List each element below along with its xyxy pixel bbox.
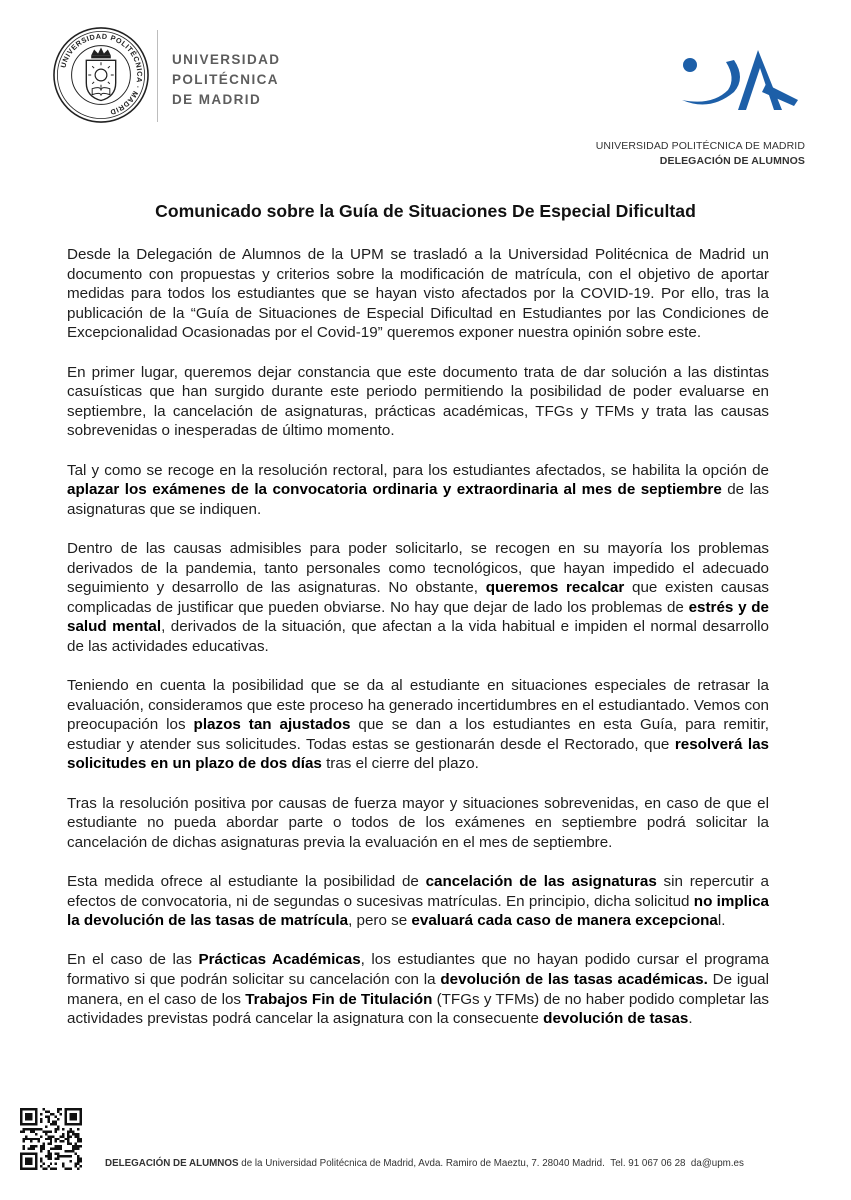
- da-caption-university: UNIVERSIDAD POLITÉCNICA DE MADRID: [595, 140, 805, 152]
- upm-name-line-3: DE MADRID: [172, 92, 262, 107]
- text-run: Tras la resolución positiva por causas de fuerza mayor y situaciones sobrevenidas, en caso de que el estudiante no pueda abordar parte o todos de los exámenes en septiembre podrá solicitar la cancelación de dichas asignaturas previa la evaluación en el mes de septiembre.: [67, 794, 769, 851]
- text-run: Tal y como se recoge en la resolución rectoral, para los estudiantes afectados, se habilita la opción de: [67, 461, 769, 479]
- text-run: En primer lugar, queremos dejar constancia que este documento trata de dar solución a las distintas casuísticas que han surgido durante este periodo permitiendo la posibilidad de poder evaluarse en septiembre, la cancelación de asignaturas, prácticas académicas, TFGs y TFMs y trata las causas sobrevenidas o inesperadas de último momento.: [67, 363, 769, 440]
- text-run: l.: [717, 912, 726, 930]
- bold-text-run: queremos recalcar: [485, 579, 625, 597]
- text-run: En el caso de las: [67, 951, 199, 969]
- footer-phone: Tel. 91 067 06 28: [610, 1158, 686, 1169]
- bold-text-run: resolverá las solicitudes en un plazo de dos días: [67, 735, 769, 773]
- paragraph: [67, 676, 769, 774]
- text-run: , los estudiantes que no hayan podido cursar el programa formativo si que podrán solicitar su cancelación con la: [67, 951, 769, 988]
- text-run: tras el cierre del plazo.: [321, 755, 479, 773]
- da-caption-delegacion: DELEGACIÓN DE ALUMNOS: [659, 155, 805, 167]
- document-body: [67, 245, 769, 1048]
- upm-wordmark: [172, 50, 280, 110]
- text-run: que se dan a los estudiantes en esta Guía, para remitir, estudiar y atender sus solicitudes. Todas estas se gestionarán desde el Rectorado, que: [67, 716, 769, 753]
- document-title: Comunicado sobre la Guía de Situaciones De Especial Dificultad: [155, 201, 696, 221]
- footer-org: DELEGACIÓN DE ALUMNOS: [105, 1158, 239, 1169]
- paragraph: [67, 539, 769, 657]
- bold-text-run: estrés y de salud mental: [67, 598, 769, 636]
- text-run: que existen causas complicadas de justificar que pueden obviarse. No hay que dejar de lado los problemas de: [67, 579, 769, 616]
- bold-text-run: Prácticas Académicas: [198, 951, 361, 969]
- bold-text-run: plazos tan ajustados: [193, 716, 351, 734]
- text-run: Esta medida ofrece al estudiante la posibilidad de: [67, 873, 426, 890]
- text-run: De igual manera, en el caso de los: [67, 970, 769, 1008]
- bold-text-run: no implica la devolución de las tasas de matrícula: [67, 892, 769, 930]
- bold-text-run: cancelación de las asignaturas: [425, 873, 657, 890]
- upm-name-line-2: POLITÉCNICA: [172, 72, 279, 87]
- qr-code: [20, 1108, 82, 1170]
- delegacion-alumnos-logo: [680, 48, 804, 118]
- text-run: sin repercutir a efectos de convocatoria, ni de segundas o sucesivas matrículas. En principio, dicha solicitud: [67, 873, 770, 910]
- seal-text: UNIVERSIDAD POLITÉCNICA · MADRID: [58, 31, 145, 118]
- text-run: de las asignaturas que se indiquen.: [67, 481, 769, 518]
- text-run: , derivados de la situación, que afectan a la vida habitual e impiden el normal desarrollo de las actividades educativas.: [67, 618, 770, 655]
- bold-text-run: devolución de las tasas académicas.: [440, 970, 708, 988]
- footer-email[interactable]: da@upm.es: [690, 1158, 744, 1169]
- paragraph: [67, 461, 769, 520]
- upm-seal-logo: [52, 26, 150, 124]
- footer-address-text: de la Universidad Politécnica de Madrid, Avda. Ramiro de Maeztu, 7. 28040 Madrid.: [238, 1158, 605, 1169]
- delegacion-caption: [596, 139, 805, 169]
- paragraph: [67, 245, 769, 343]
- paragraph: [67, 363, 769, 441]
- bold-text-run: evaluará cada caso de manera excepciona: [411, 912, 718, 930]
- header-divider: [157, 30, 158, 122]
- text-run: Teniendo en cuenta la posibilidad que se da al estudiante en situaciones especiales de retrasar la evaluación, consideramos que este proceso ha generado incertidumbres en el estudiantado. Vemos con preocupación los: [67, 677, 769, 734]
- footer-address: [105, 1158, 744, 1169]
- paragraph: [67, 872, 769, 931]
- text-run: Desde la Delegación de Alumnos de la UPM se trasladó a la Universidad Politécnica de Madrid un documento con propuestas y criterios sobre la modificación de matrícula, con el objetivo de aportar medidas para todos los estudiantes que se hayan visto afectados por la COVID-19. Por ello, tras la publicación de la “Guía de Situaciones de Especial Dificultad en Estudiantes por las Condiciones de Excepcionalidad Ocasionadas por el Covid-19” queremos exponer nuestra opinión sobre este.: [67, 246, 769, 342]
- bold-text-run: devolución de tasas: [543, 1010, 689, 1028]
- upm-name-line-1: UNIVERSIDAD: [172, 52, 281, 67]
- paragraph: [67, 794, 769, 853]
- text-run: , pero se: [348, 912, 412, 930]
- text-run: (TFGs y TFMs) de no haber podido completar las actividades previstas podrá cancelar la asignatura con la consecuente: [67, 990, 769, 1028]
- text-run: .: [688, 1010, 693, 1028]
- paragraph: [67, 950, 769, 1028]
- text-run: Dentro de las causas admisibles para poder solicitarlo, se recogen en su mayoría los problemas derivados de la pandemia, tanto personales como tecnológicos, que hayan impedido el adecuado seguimiento y desarrollo de las asignaturas. No obstante,: [67, 539, 769, 597]
- bold-text-run: Trabajos Fin de Titulación: [245, 990, 433, 1008]
- bold-text-run: aplazar los exámenes de la convocatoria ordinaria y extraordinaria al mes de septiembre: [67, 481, 722, 499]
